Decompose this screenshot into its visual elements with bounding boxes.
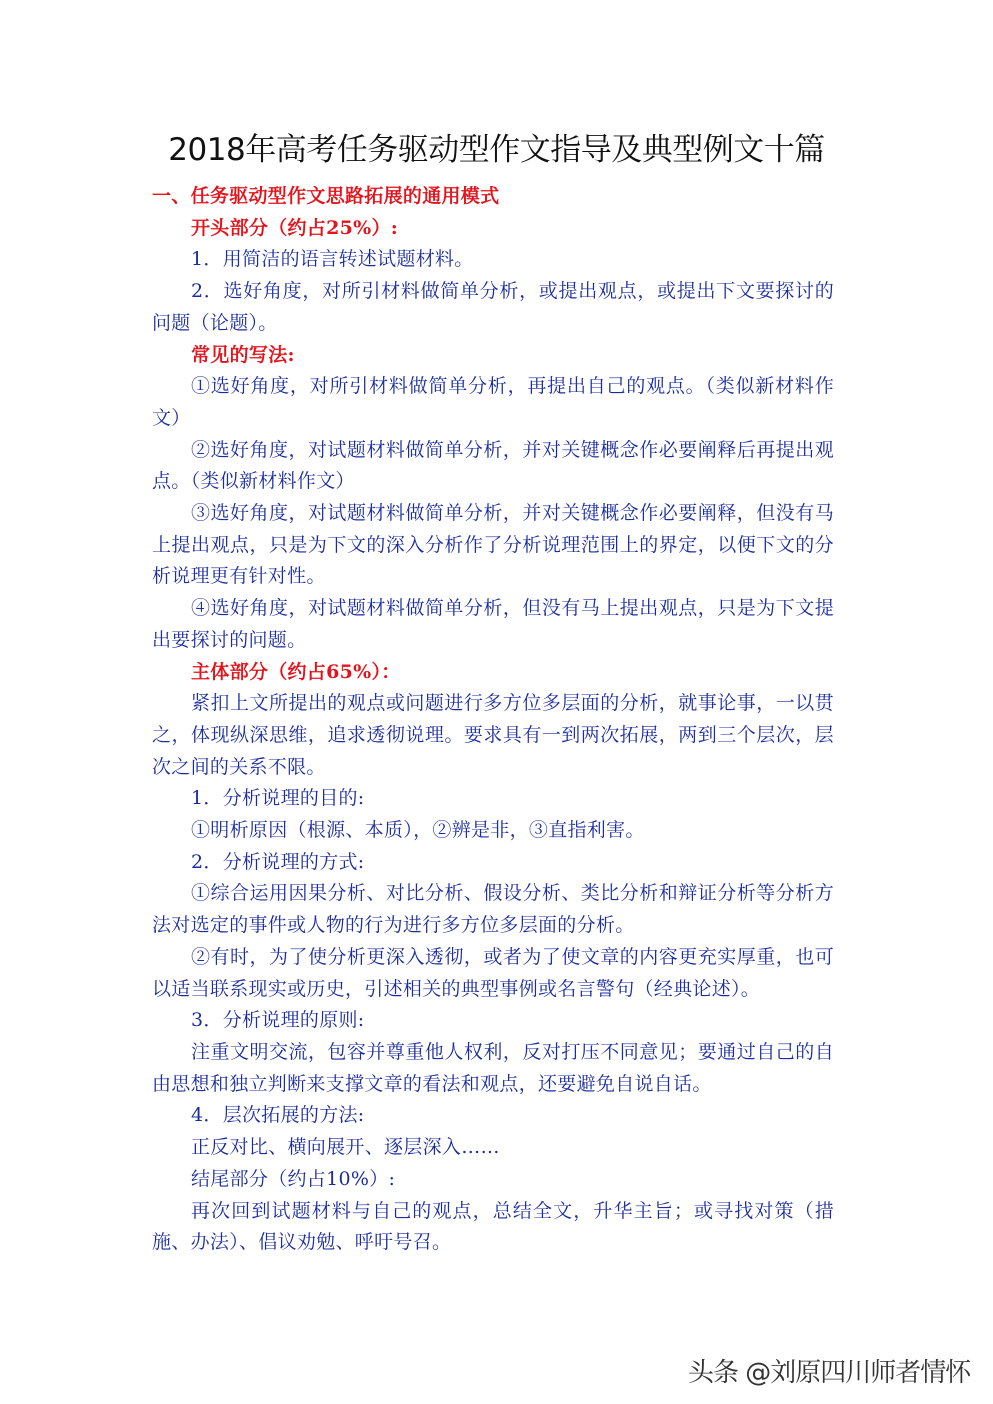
paragraph: ②有时，为了使分析更深入透彻，或者为了使文章的内容更充实厚重，也可以适当联系现实或历史，引述相关的典型事例或名言警句（经典论述）。 [152,945,834,1000]
paragraph: 再次回到试题材料与自己的观点，总结全文，升华主旨；或寻找对策（措施、办法）、倡议劝勉、呼吁号召。 [152,1199,834,1254]
paragraph: 正反对比、横向展开、逐层深入…… [191,1136,500,1159]
subheading: 常见的写法: [191,343,295,366]
paragraph: ④选好角度，对试题材料做简单分析，但没有马上提出观点，只是为下文提出要探讨的问题。 [152,597,834,651]
paragraph: 1．用简洁的语言转述试题材料。 [191,248,474,271]
paragraph: ①综合运用因果分析、对比分析、假设分析、类比分析和辩证分析等分析方法对选定的事件或人物的行为进行多方位多层面的分析。 [152,882,834,937]
paragraph: 注重文明交流，包容并尊重他人权利，反对打压不同意见；要通过自己的自由思想和独立判断来支撑文章的看法和观点，还要避免自说自话。 [152,1040,834,1095]
paragraph: 2．分析说理的方式: [191,850,365,873]
paragraph: ①明析原因（根源、本质），②辨是非，③直指利害。 [191,819,645,842]
subheading: 开头部分（约占25%）: [191,216,399,239]
paragraph: ③选好角度，对试题材料做简单分析，并对关键概念作必要阐释，但没有马上提出观点，只是为下文的深入分析作了分析说理范围上的界定，以便下文的分析说理更有针对性。 [152,502,834,588]
paragraph: 1．分析说理的目的: [191,787,365,810]
paragraph: 紧扣上文所提出的观点或问题进行多方位多层面的分析，就事论事，一以贯之，体现纵深思维，追求透彻说理。要求具有一到两次拓展，两到三个层次，层次之间的关系不限。 [152,692,834,778]
paragraph: 3．分析说理的原则: [191,1009,365,1032]
paragraph-list [152,213,834,1259]
section-heading: 一、任务驱动型作文思路拓展的通用模式 [152,185,500,207]
paragraph: ②选好角度，对试题材料做简单分析，并对关键概念作必要阐释后再提出观点。（类似新材料作文） [152,438,834,493]
paragraph: ①选好角度，对所引材料做简单分析，再提出自己的观点。（类似新材料作文） [152,375,834,429]
paragraph: 2．选好角度，对所引材料做简单分析，或提出观点，或提出下文要探讨的问题（论题）。 [152,280,834,334]
paragraph: 结尾部分（约占10%）: [191,1167,396,1190]
paragraph: 4．层次拓展的方法: [191,1104,365,1127]
subheading: 主体部分（约占65%）： [191,660,401,683]
document-title: 2018年高考任务驱动型作文指导及典型例文十篇 [168,132,825,168]
watermark: 头条 @刘原四川师者情怀 [688,1358,971,1388]
document-body [152,181,834,1259]
